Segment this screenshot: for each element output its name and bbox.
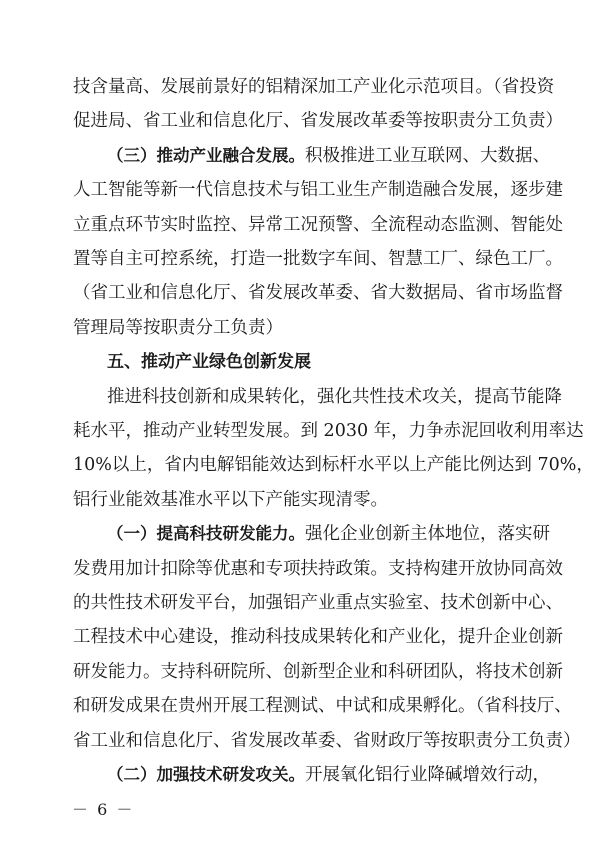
section-heading: 五、推动产业绿色创新发展 <box>107 352 311 373</box>
paragraph-first-line <box>107 519 550 549</box>
paragraph-first-line: 推进科技创新和成果转化，强化共性技术攻关，提高节能降 <box>107 386 562 407</box>
body-text-line: 和研发成果在贵州开展工程测试、中试和成果孵化。（省科技厅、 <box>73 696 572 717</box>
body-text-line: 研发能力。支持科研院所、创新型企业和科研团队，将技术创新 <box>73 661 563 682</box>
body-text-line: 技含量高、发展前景好的铝精深加工产业化示范项目。（省投资 <box>73 77 555 97</box>
body-text-line: （省工业和信息化厅、省发展改革委、省大数据局、省市场监督 <box>73 283 563 304</box>
page-number: － 6 － <box>72 800 135 819</box>
paragraph-first-line <box>107 141 550 171</box>
subsection-heading: （二）加强技术研发攻关。 <box>107 765 305 784</box>
body-text-line: 铝行业能效基准水平以下产能实现清零。 <box>73 489 388 510</box>
body-text: 积极推进工业互联网、大数据、 <box>305 145 550 166</box>
body-text-line: 耗水平，推动产业转型发展。到 2030 年，力争赤泥回收利用率达 <box>73 421 584 441</box>
body-text-line: 10%以上，省内电解铝能效达到标杆水平以上产能比例达到 70%， <box>73 455 594 476</box>
body-text-line: 促进局、省工业和信息化厅、省发展改革委等按职责分工负责） <box>73 111 563 132</box>
body-text-line: 置等自主可控系统，打造一批数字车间、智慧工厂、绿色工厂。 <box>73 249 563 269</box>
paragraph-first-line <box>107 760 550 790</box>
subsection-heading: （三）推动产业融合发展。 <box>107 145 305 165</box>
body-text-line: 立重点环节实时监控、异常工况预警、全流程动态监测、智能处 <box>73 214 563 235</box>
subsection-heading: （一）提高科技研发能力。 <box>107 524 305 544</box>
body-text-line: 工程技术中心建设，推动科技成果转化和产业化，提升企业创新 <box>73 627 563 648</box>
body-text: 开展氧化铝行业降碱增效行动， <box>305 765 550 785</box>
body-text-line: 发费用加计扣除等优惠和专项扶持政策。支持构建开放协同高效 <box>73 558 563 579</box>
body-text-line: 的共性技术研发平台，加强铝产业重点实验室、技术创新中心、 <box>73 593 563 613</box>
body-text-line: 人工智能等新一代信息技术与铝工业生产制造融合发展，逐步建 <box>73 180 563 201</box>
body-text-line: 省工业和信息化厅、省发展改革委、省财政厅等按职责分工负责） <box>73 730 581 751</box>
body-text: 强化企业创新主体地位，落实研 <box>305 524 550 545</box>
body-text-line: 管理局等按职责分工负责） <box>73 317 283 338</box>
